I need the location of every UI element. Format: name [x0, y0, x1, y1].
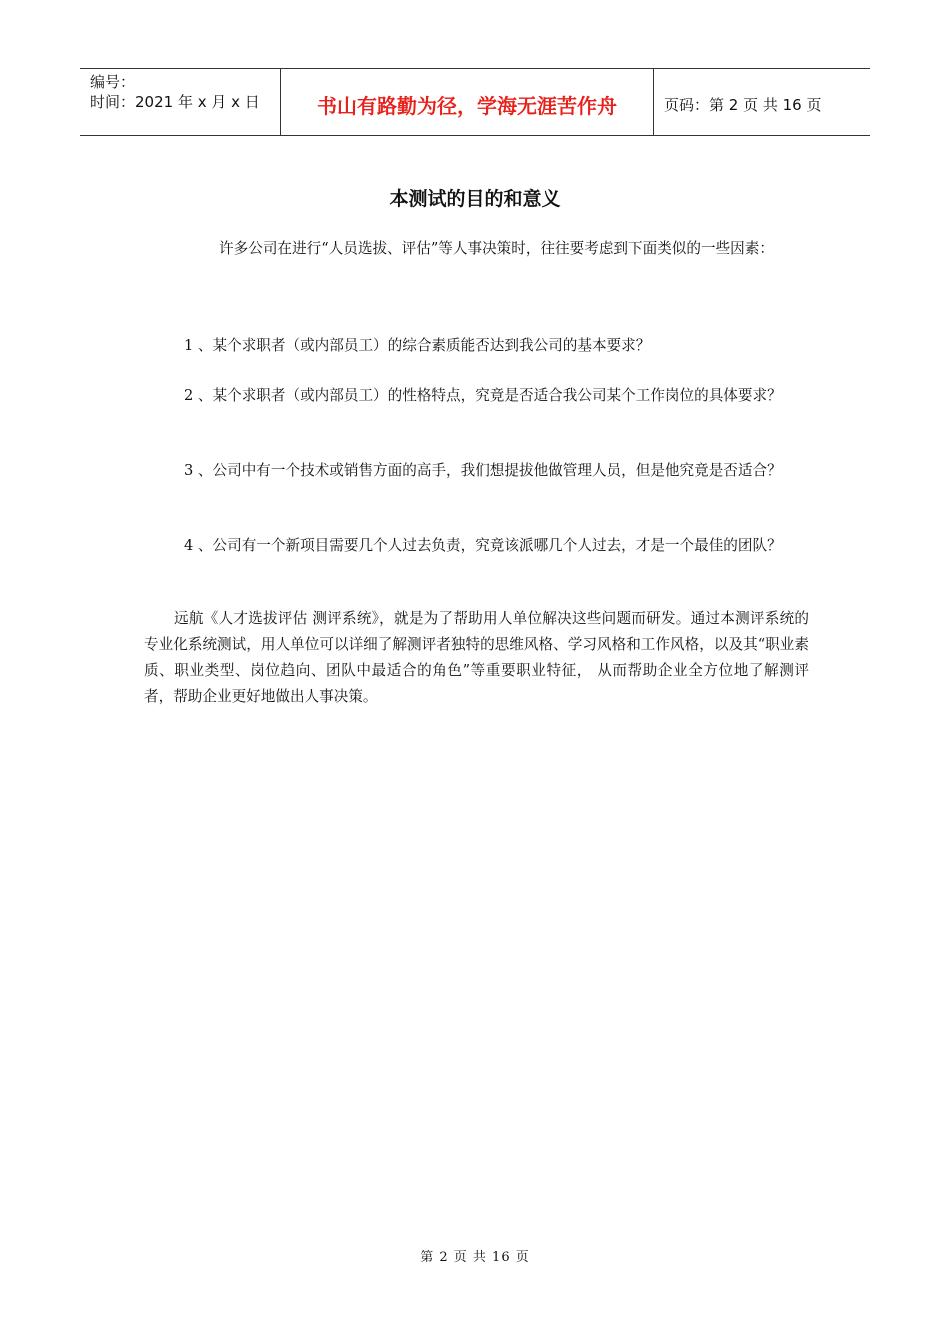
page-footer: 第 2 页 共 16 页	[420, 1250, 530, 1265]
header-page-code: 页码：第 2 页 共 16 页	[664, 95, 822, 114]
header-motto: 书山有路勤为径，学海无涯苦作舟	[281, 69, 654, 135]
document-title: 本测试的目的和意义	[389, 188, 561, 210]
list-item: 1 、某个求职者（或内部员工）的综合素质能否达到我公司的基本要求？	[184, 337, 651, 354]
intro-paragraph: 许多公司在进行“人员选拔、评估”等人事决策时，往往要考虑到下面类似的一些因素：	[219, 240, 774, 257]
number-label: 编号：	[90, 73, 136, 91]
list-item: 2 、某个求职者（或内部员工）的性格特点，究竟是否适合我公司某个工作岗位的具体要求？	[184, 387, 782, 404]
time-label: 时间：2021 年 x 月 x 日	[90, 93, 260, 111]
header-meta	[80, 69, 281, 135]
list-item: 4 、公司有一个新项目需要几个人过去负责，究竟该派哪几个人过去，才是一个最佳的团队？	[184, 537, 782, 554]
conclusion-paragraph: 远航《人才选拔评估 测评系统》，就是为了帮助用人单位解决这些问题而研发。通过本测评系统的专业化系统测试，用人单位可以详细了解测评者独特的思维风格、学习风格和工作风格，以及其“职业素质、职业类型、岗位趋向、团队中最适合的角色”等重要职业特征， 从而帮助企业全方位地了解测评者，帮助企业更好地做出人事决策。	[144, 610, 809, 705]
document-header	[80, 68, 870, 136]
list-item: 3 、公司中有一个技术或销售方面的高手，我们想提拔他做管理人员，但是他究竟是否适合？	[184, 462, 782, 479]
